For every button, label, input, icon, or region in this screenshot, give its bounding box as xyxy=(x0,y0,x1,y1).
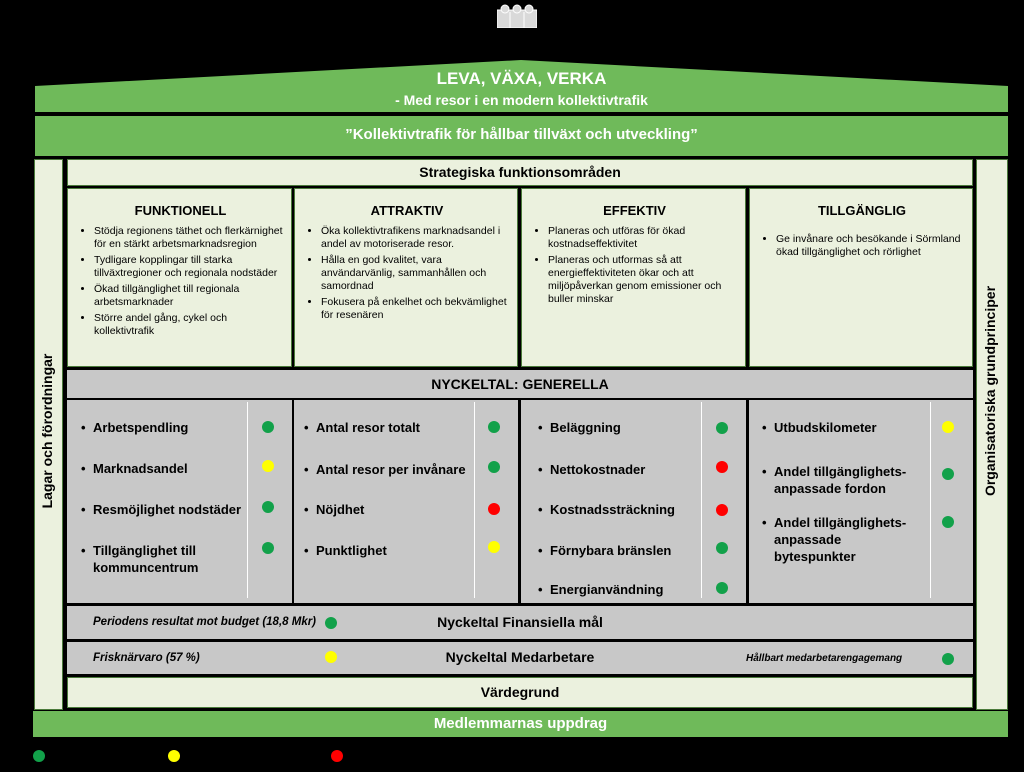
status-dot xyxy=(942,421,954,433)
left-pillar xyxy=(34,159,63,710)
people-icon xyxy=(497,4,537,28)
kpi-item: • Nettokostnader xyxy=(550,461,700,478)
area-tillganglig xyxy=(749,188,973,367)
kpi-panel-4 xyxy=(749,400,973,603)
right-pillar xyxy=(976,159,1008,710)
status-dot xyxy=(716,582,728,594)
list-item: • Planeras och utföras för ökad kostnadseffektivitet xyxy=(548,225,742,251)
kpi-item: • Andel tillgänglighets-anpassade bytespunkter xyxy=(774,514,924,565)
status-dot xyxy=(716,504,728,516)
divider xyxy=(247,402,248,598)
list-item: • Fokusera på enkelhet och bekvämlighet för resenären xyxy=(321,296,513,322)
status-dot xyxy=(488,541,500,553)
kpi-header xyxy=(67,370,973,398)
area-title: TILLGÄNGLIG xyxy=(817,203,907,218)
kpi-item: • Tillgänglighet till kommuncentrum xyxy=(93,542,213,576)
area-effektiv xyxy=(521,188,746,367)
status-dot xyxy=(942,653,954,665)
status-dot xyxy=(942,468,954,480)
status-dot xyxy=(262,501,274,513)
staff-note-right: Hållbart medarbetarengagemang xyxy=(746,653,903,664)
kpi-panel-1 xyxy=(67,400,292,603)
vision-text: ”Kollektivtrafik för hållbar tillväxt och utveckling” xyxy=(345,126,698,143)
kpi-item: • Antal resor per invånare xyxy=(316,461,476,478)
list-item: • Öka kollektivtrafikens marknadsandel i andel av motoriserade resor. xyxy=(321,225,513,251)
strategic-header xyxy=(67,159,973,186)
status-dot xyxy=(262,460,274,472)
kpi-item: • Energianvändning xyxy=(550,581,700,598)
roof xyxy=(35,58,1008,112)
list-item: • Ökad tillgänglighet till regionala arbetsmarknader xyxy=(94,283,288,309)
staff-title: Nyckeltal Medarbetare xyxy=(445,649,595,665)
right-pillar-label: Organisatoriska grundprinciper xyxy=(982,285,998,497)
status-dot xyxy=(488,503,500,515)
financial-note: Periodens resultat mot budget (18,8 Mkr) xyxy=(93,616,317,628)
list-item: • Hålla en god kvalitet, vara användarvänlig, sammanhållen och samordnad xyxy=(321,254,513,293)
list-item: • Ge invånare och besökande i Sörmland ökad tillgänglighet och rörlighet xyxy=(776,233,968,259)
legend-green-dot xyxy=(33,750,45,762)
list-item: • Tydligare kopplingar till starka tillväxtregioner och regionala nodstäder xyxy=(94,254,288,280)
divider xyxy=(701,402,702,598)
area-list xyxy=(78,225,288,341)
kpi-item: • Punktlighet xyxy=(316,542,476,559)
kpi-item: • Utbudskilometer xyxy=(774,419,924,436)
left-pillar-label: Lagar och förordningar xyxy=(39,353,55,509)
financial-row xyxy=(67,606,973,639)
area-funktionell xyxy=(67,188,292,367)
divider xyxy=(930,402,931,598)
vision-band xyxy=(35,116,1008,156)
area-list xyxy=(760,233,968,262)
kpi-panel-3 xyxy=(521,400,746,603)
kpi-item: • Nöjdhet xyxy=(316,501,476,518)
staff-row xyxy=(67,642,973,674)
status-dot xyxy=(942,516,954,528)
kpi-item: • Resmöjlighet nodstäder xyxy=(93,501,243,518)
area-title: EFFEKTIV xyxy=(603,203,666,218)
area-attraktiv xyxy=(294,188,518,367)
kpi-panel-2 xyxy=(294,400,518,603)
area-list xyxy=(532,225,742,309)
area-title: FUNKTIONELL xyxy=(134,203,227,218)
status-dot xyxy=(262,542,274,554)
kpi-header-text: NYCKELTAL: GENERELLA xyxy=(431,376,609,392)
status-dot xyxy=(488,461,500,473)
kpi-item: • Antal resor totalt xyxy=(316,419,476,436)
area-title: ATTRAKTIV xyxy=(370,203,444,218)
strategic-header-text: Strategiska funktionsområden xyxy=(419,164,621,180)
kpi-item: • Förnybara bränslen xyxy=(550,542,700,559)
kpi-item: • Kostnadssträckning xyxy=(550,501,700,518)
kpi-item: • Marknadsandel xyxy=(93,460,243,477)
values-text: Värdegrund xyxy=(480,684,560,700)
status-dot xyxy=(262,421,274,433)
financial-title: Nyckeltal Finansiella mål xyxy=(437,614,603,630)
foundation-text: Medlemmarnas uppdrag xyxy=(433,715,608,732)
kpi-item: • Beläggning xyxy=(550,419,700,436)
legend-red-dot xyxy=(331,750,343,762)
roof-subtitle: - Med resor i en modern kollektivtrafik xyxy=(395,92,648,108)
status-dot xyxy=(716,422,728,434)
kpi-item: • Andel tillgänglighets-anpassade fordon xyxy=(774,463,914,497)
staff-note-left: Frisknärvaro (57 %) xyxy=(93,652,200,664)
kpi-item: • Arbetspendling xyxy=(93,419,243,436)
roof-title: LEVA, VÄXA, VERKA xyxy=(436,69,607,88)
list-item: • Planeras och utformas så att energieffektiviteten ökar och att miljöpåverkan genom emissioner och buller minskar xyxy=(548,254,742,306)
status-dot xyxy=(488,421,500,433)
status-dot xyxy=(716,542,728,554)
list-item: • Större andel gång, cykel och kollektivtrafik xyxy=(94,312,288,338)
foundation-band xyxy=(33,711,1008,737)
list-item: • Stödja regionens täthet och flerkärnighet för en stärkt arbetsmarknadsregion xyxy=(94,225,288,251)
status-dot xyxy=(716,461,728,473)
values-band xyxy=(67,677,973,708)
area-list xyxy=(305,225,513,325)
legend-yellow-dot xyxy=(168,750,180,762)
